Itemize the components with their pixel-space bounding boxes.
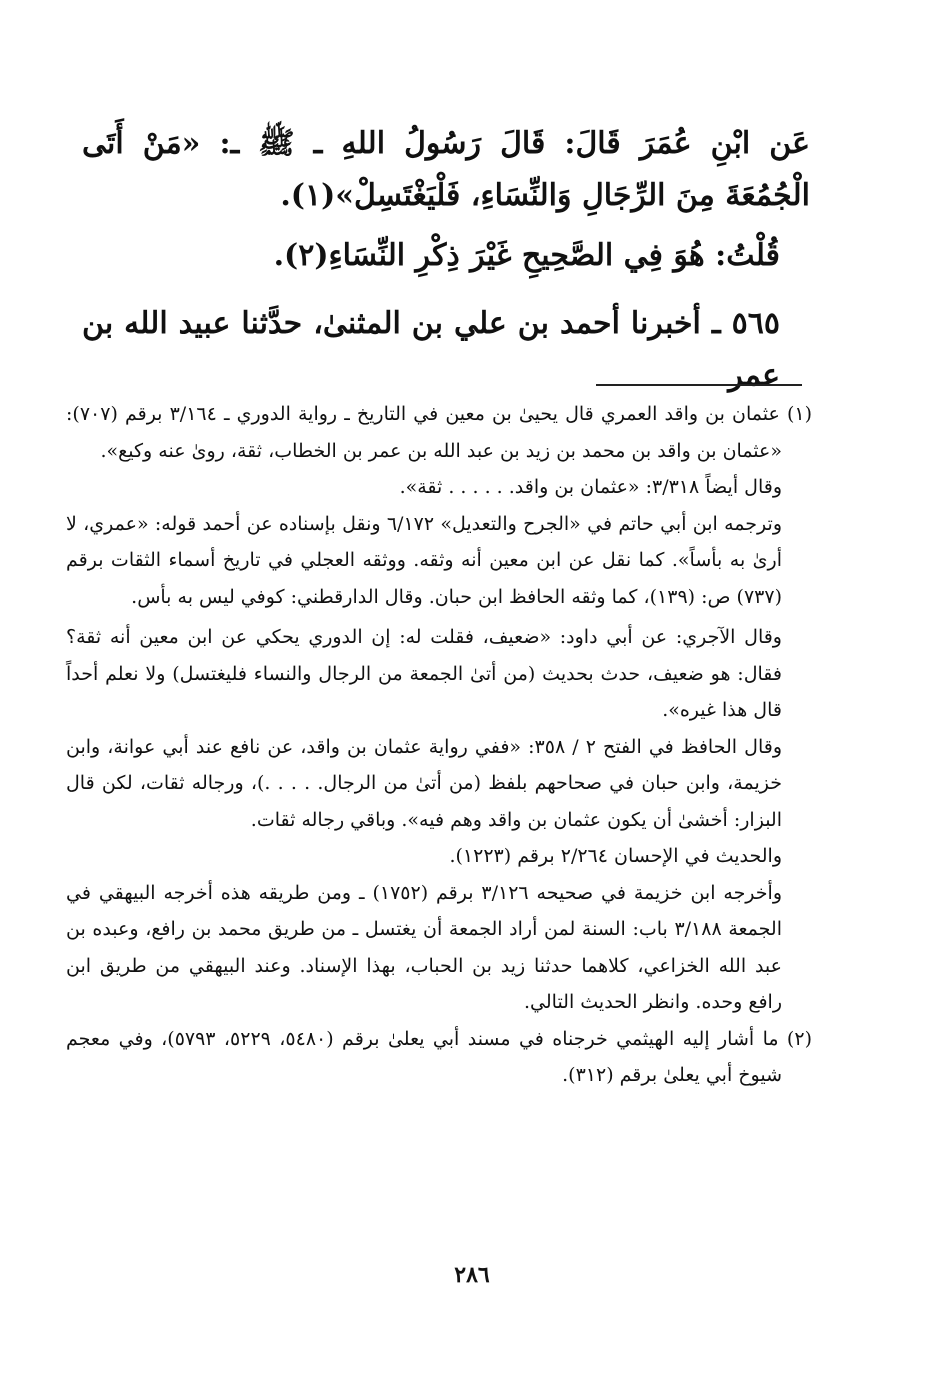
footnote-paragraph: وقال أيضاً ٣/٣١٨: «عثمان بن واقد. . . . . . ثقة». [399, 476, 782, 498]
footnote-1: (١) عثمان بن واقد العمري قال يحيىٰ بن معين في التاريخ ـ رواية الدوري ـ ٣/١٦٤ برقم (٧٠٧): «عثمان بن واقد بن محمد بن زيد بن عبد الله بن عمر بن الخطاب، ثقة، رویٰ عنه وكيع». [66, 403, 812, 462]
footnote-2: (٢) ما أشار إليه الهيثمي خرجناه في مسند أبي يعلىٰ برقم (٥٤٨٠، ٥٢٢٩، ٥٧٩٣)، وفي معجم شيوخ أبي يعلىٰ برقم (٣١٢). [66, 1027, 812, 1086]
hadith-chain: ٥٦٥ ـ أخبرنا أحمد بن علي بن المثنىٰ، حدَّثنا عبيد الله بن عمر [82, 306, 780, 393]
footnotes [66, 396, 812, 1094]
footnote-paragraph: وأخرجه ابن خزيمة في صحيحه ٣/١٢٦ برقم (١٧٥٢) ـ ومن طريقه هذه أخرجه البيهقي في الجمعة ٣/١٨٨ باب: السنة لمن أراد الجمعة أن يغتسل ـ من طريق محمد بن رافع، وعبده بن عبد الله الخزاعي، كلاهما حدثنا زيد بن الحباب، بهذا الإسناد. وعند البيهقي من طريق ابن رافع وحده. وانظر الحديث التالي. [66, 881, 782, 1013]
footnote-paragraph: والحديث في الإحسان ٢/٢٦٤ برقم (١٢٢٣). [449, 845, 782, 867]
hadith-text: عَن ابْنِ عُمَرَ قَالَ: قَالَ رَسُولُ اللهِ ـ ﷺ ـ: «مَنْ أَتَى الْجُمُعَةَ مِنَ الرِّجَالِ وَالنِّسَاءِ، فَلْيَغْتَسِلْ»(١). [82, 126, 810, 213]
footnote-paragraph: وقال الآجري: عن أبي داود: «ضعيف، فقلت له: إن الدوري يحكي عن ابن معين أنه ثقة؟ فقال: هو ضعيف، حدث بحديث (من أتىٰ الجمعة من الرجال والنساء فليغتسل) ولا نعلم أحداً قال هذا غيره». [66, 626, 782, 721]
main-text [82, 118, 810, 402]
author-comment: قُلْتُ: هُوَ فِي الصَّحِيحِ غَيْرَ ذِكْرِ النِّسَاءِ(٢). [273, 238, 780, 273]
footnote-separator [596, 384, 802, 386]
footnote-paragraph: وقال الحافظ في الفتح ٢ / ٣٥٨: «ففي رواية عثمان بن واقد، عن نافع عند أبي عوانة، وابن خزيمة، وابن حبان في صحاحهم بلفظ (من أتىٰ من الرجال. . . . .)، ورجاله ثقات، لكن قال البزار: أخشىٰ أن يكون عثمان بن واقد وهم فيه». وباقي رجاله ثقات. [66, 735, 782, 831]
footnote-paragraph: وترجمه ابن أبي حاتم في «الجرح والتعديل» ٦/١٧٢ ونقل بإسناده عن أحمد قوله: «عمري، لا أرىٰ به بأساً». كما نقل عن ابن معين أنه وثقه. ووثقه العجلي في تاريخ أسماء الثقات برقم (٧٣٧) ص: (١٣٩)، كما وثقه الحافظ ابن حبان. وقال الدارقطني: كوفي ليس به بأس. [66, 512, 782, 608]
page-number: ٢٨٦ [454, 1262, 490, 1288]
